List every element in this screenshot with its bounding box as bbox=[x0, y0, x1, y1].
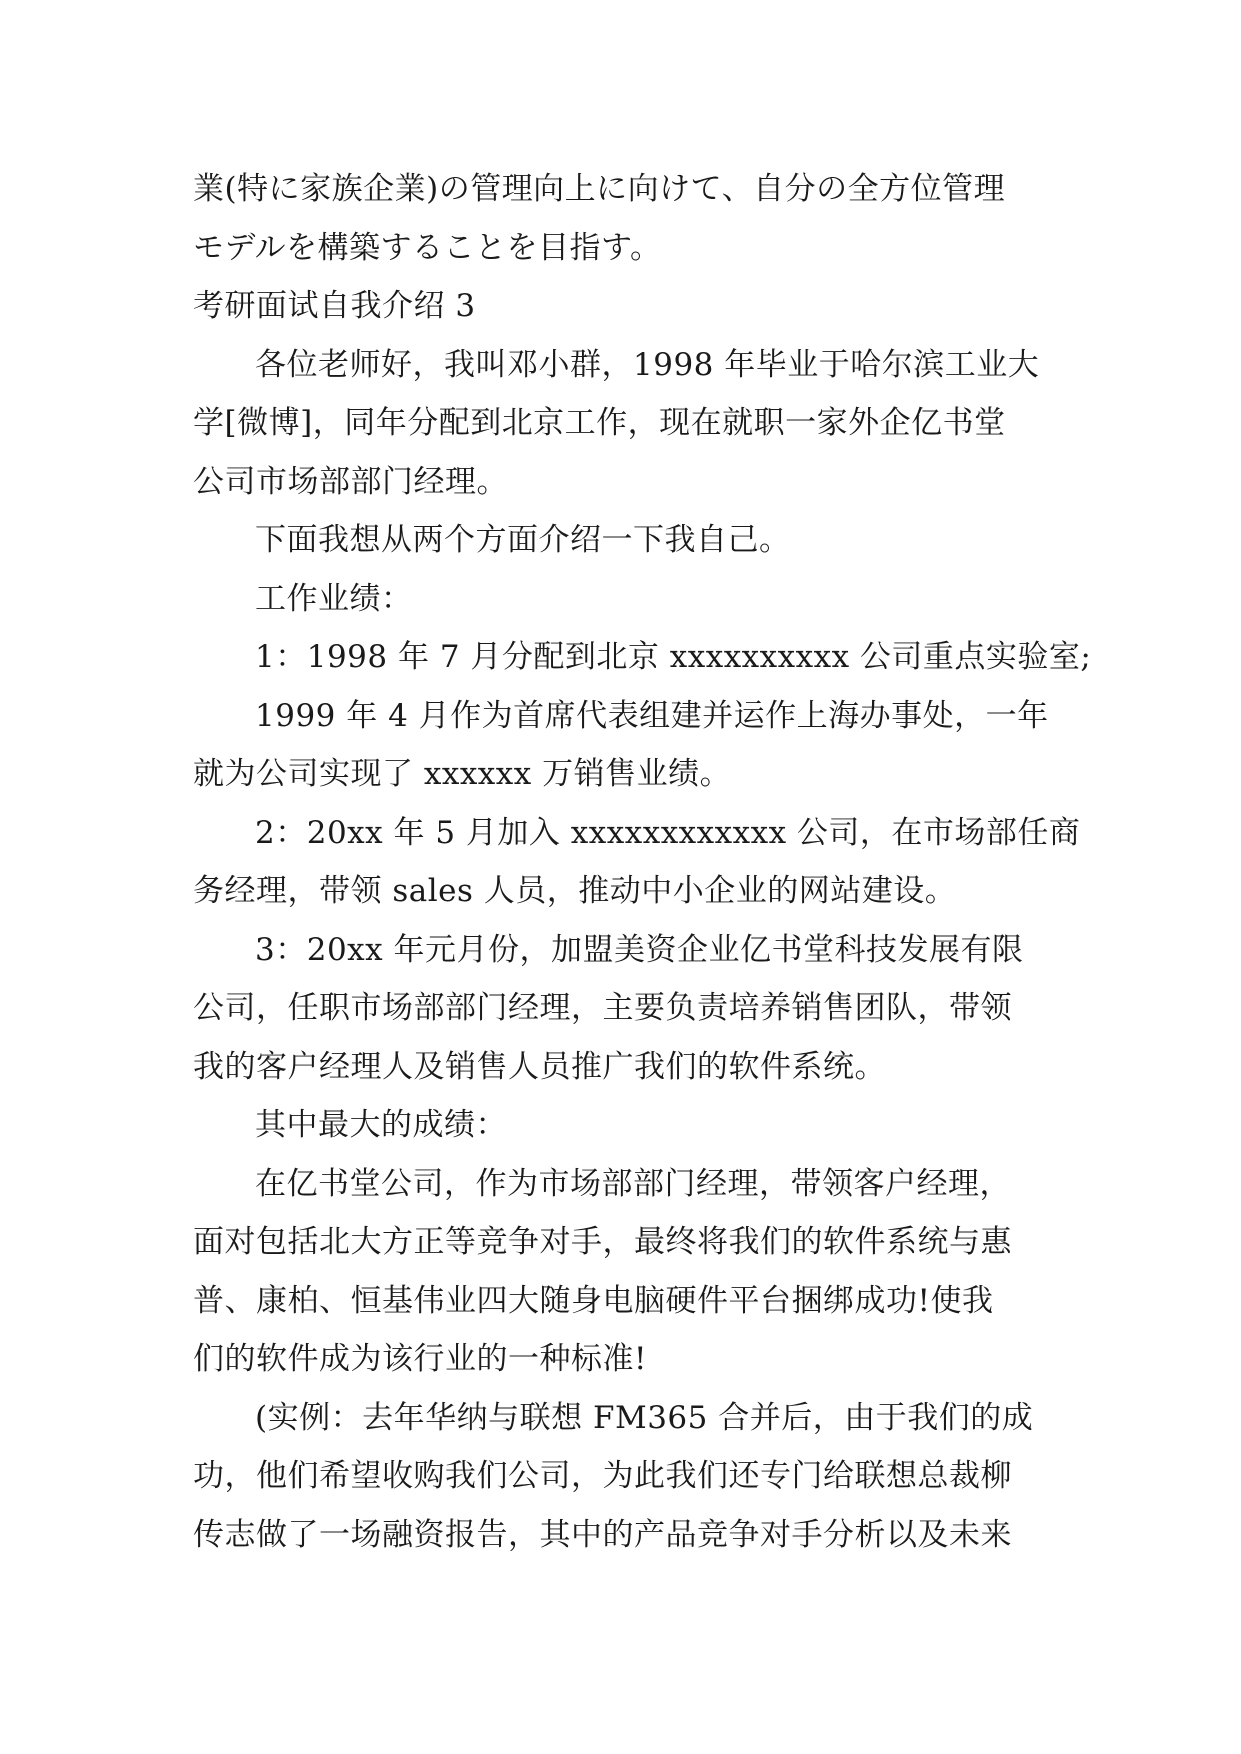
text-line: 就为公司实现了 xxxxxx 万销售业绩。 bbox=[193, 756, 732, 792]
text-line: 其中最大的成绩： bbox=[255, 1107, 507, 1143]
text-line: 公司市场部部门经理。 bbox=[193, 463, 508, 500]
text-line: モデルを構築することを目指す。 bbox=[193, 229, 662, 266]
text-line: 在亿书堂公司，作为市场部部门经理，带领客户经理， bbox=[255, 1165, 1011, 1202]
text-line: 2：20xx 年 5 月加入 xxxxxxxxxxxx 公司，在市场部任商 bbox=[255, 814, 1081, 851]
text-line: 普、康柏、恒基伟业四大随身电脑硬件平台捆绑成功!使我 bbox=[193, 1282, 994, 1319]
text-line: (实例：去年华纳与联想 FM365 合并后，由于我们的成 bbox=[255, 1399, 1034, 1436]
document-body bbox=[193, 160, 1092, 1564]
text-line: 各位老师好，我叫邓小群，1998 年毕业于哈尔滨工业大 bbox=[255, 346, 1040, 383]
text-line: 我的客户经理人及销售人员推广我们的软件系统。 bbox=[193, 1048, 886, 1085]
text-line: 公司，任职市场部部门经理，主要负责培养销售团队，带领 bbox=[193, 990, 1012, 1026]
text-line: 学[微博]，同年分配到北京工作，现在就职一家外企亿书堂 bbox=[193, 405, 1006, 441]
text-line: 考研面试自我介绍 3 bbox=[193, 288, 476, 324]
text-line: 面对包括北大方正等竞争对手，最终将我们的软件系统与惠 bbox=[193, 1224, 1012, 1260]
text-line: 们的软件成为该行业的一种标准! bbox=[193, 1341, 647, 1377]
text-line: 1999 年 4 月作为首席代表组建并运作上海办事处，一年 bbox=[255, 697, 1049, 734]
text-line: 务经理，带领 sales 人员，推动中小企业的网站建设。 bbox=[193, 873, 957, 909]
text-line: 功，他们希望收购我们公司，为此我们还专门给联想总裁柳 bbox=[193, 1458, 1012, 1494]
text-line: 業(特に家族企業)の管理向上に向けて、自分の全方位管理 bbox=[193, 171, 1006, 207]
text-line: 下面我想从两个方面介绍一下我自己。 bbox=[255, 522, 791, 558]
text-line: 3：20xx 年元月份，加盟美资企业亿书堂科技发展有限 bbox=[255, 931, 1024, 968]
text-line: 传志做了一场融资报告，其中的产品竞争对手分析以及未来 bbox=[193, 1516, 1012, 1553]
text-line: 1：1998 年 7 月分配到北京 xxxxxxxxxx 公司重点实验室; bbox=[255, 639, 1092, 675]
text-line: 工作业绩： bbox=[255, 580, 413, 617]
